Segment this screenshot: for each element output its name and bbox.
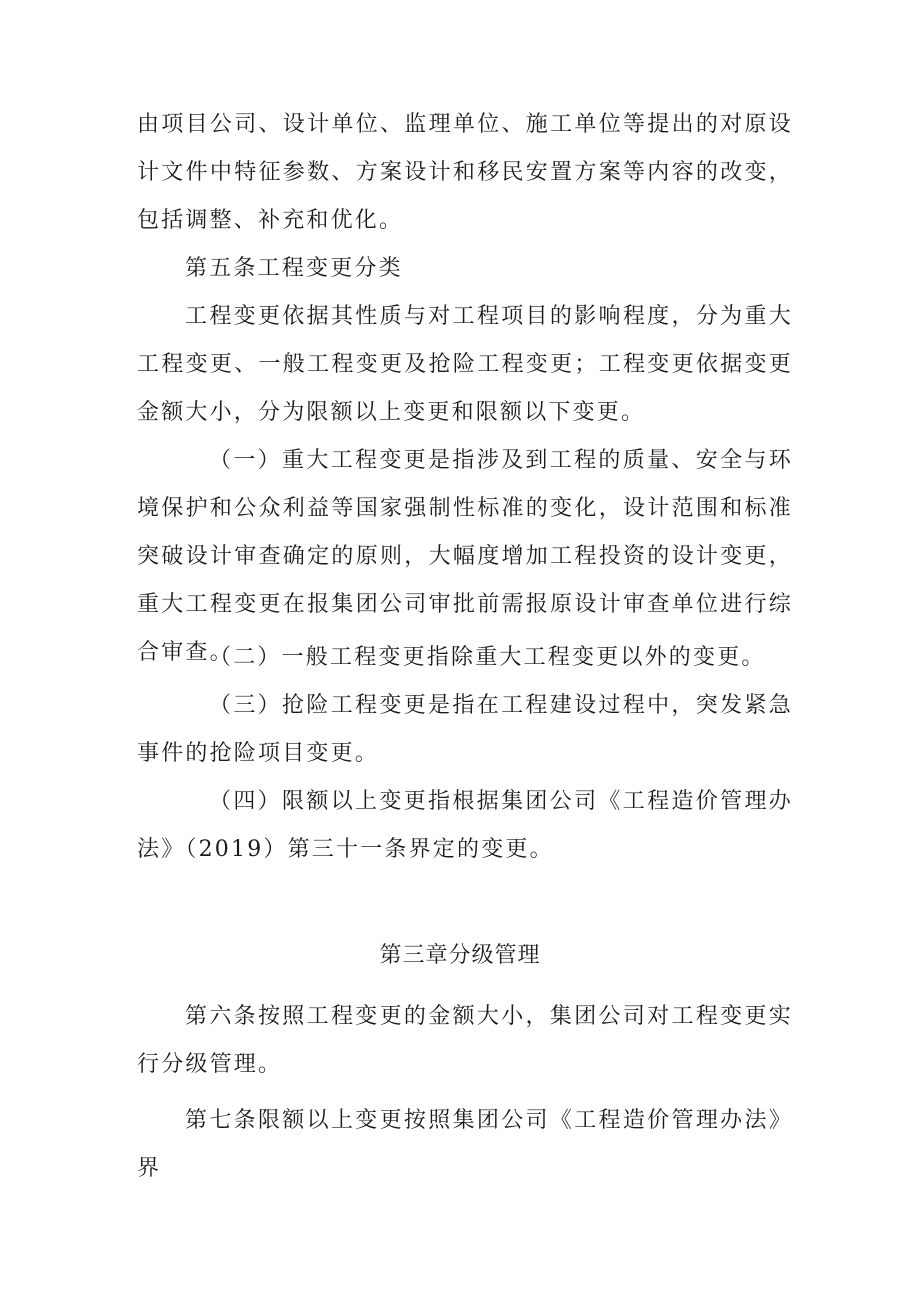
paragraph-general-change: （二）一般工程变更指除重大工程变更以外的变更。 [209, 645, 766, 670]
article-7: 第七条限额以上变更按照集团公司《工程造价管理办法》界 [137, 1108, 793, 1181]
paragraph-classification: 工程变更依据其性质与对工程项目的影响程度，分为重大工程变更、一般工程变更及抢险工程变更；工程变更依据变更金额大小，分为限额以上变更和限额以下变更。 [137, 304, 793, 425]
paragraph-definition: 由项目公司、设计单位、监理单位、施工单位等提出的对原设计文件中特征参数、方案设计和移民安置方案等内容的改变，包括调整、补充和优化。 [137, 112, 793, 233]
article-6: 第六条按照工程变更的金额大小，集团公司对工程变更实行分级管理。 [137, 1004, 793, 1077]
chapter-heading: 第三章分级管理 [379, 943, 541, 968]
paragraph-major-change: （一）重大工程变更是指涉及到工程的质量、安全与环境保护和公众利益等国家强制性标准的变化，设计范围和标准突破设计审查确定的原则，大幅度增加工程投资的设计变更，重大工程变更在报集团公司审批前需报原设计审查单位进行综合审查。 [137, 448, 793, 665]
paragraph-emergency-change: （三）抢险工程变更是指在工程建设过程中，突发紧急事件的抢险项目变更。 [137, 693, 793, 766]
paragraph-above-limit-change: （四）限额以上变更指根据集团公司《工程造价管理办法》（2019）第三十一条界定的变更。 [137, 789, 793, 862]
article-5-title: 第五条工程变更分类 [185, 256, 403, 281]
